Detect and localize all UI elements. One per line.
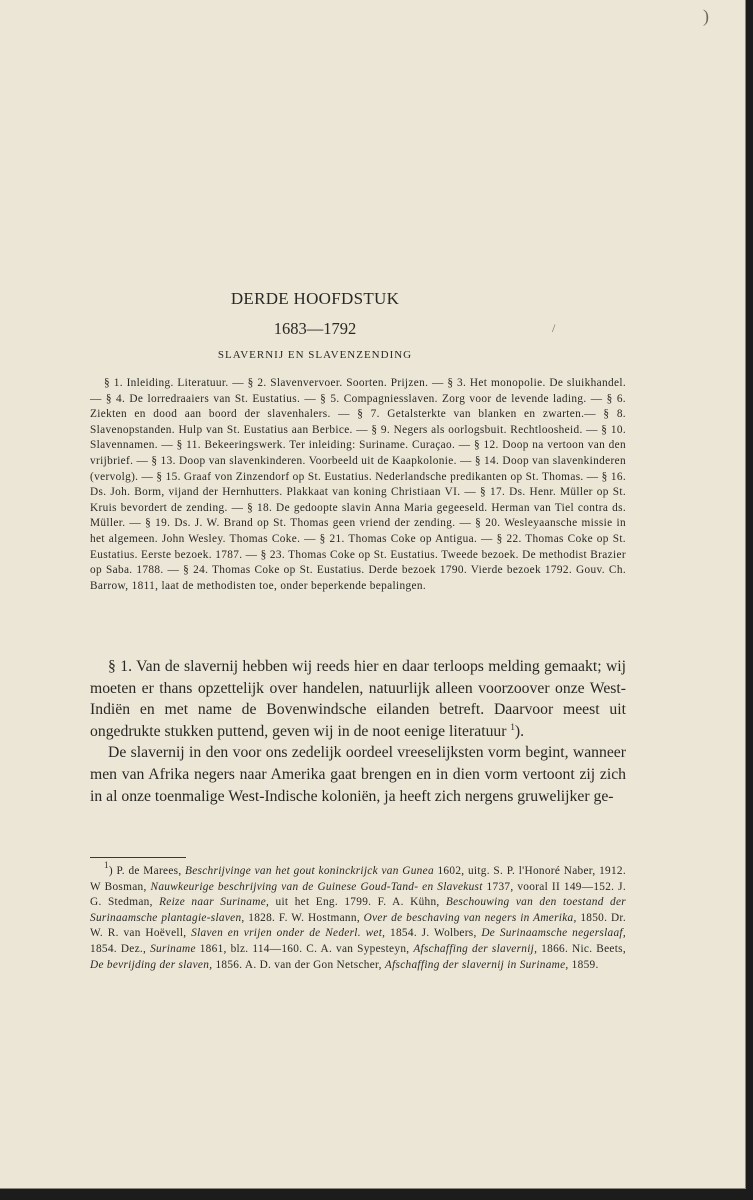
footnote-title: Beschouwing van den toestand der Surinaamsche plantagie-slaven, [90, 896, 626, 924]
chapter-summary: § 1. Inleiding. Literatuur. — § 2. Slavenvervoer. Soorten. Prijzen. — § 3. Het monopolie. De sluikhandel. — § 4. De lorredraaiers van St. Eustatius. — § 5. Compagniesslaven. Zorg voor de levende lading. — § 6. Ziekten en dood aan boord der slavenhalers. — § 7. Getalsterkte van blanken en zwarten.— § 8. Slavenopstanden. Hulp van St. Eustatius aan Berbice. — § 9. Negers als oorlogsbuit. Rechtloosheid. — § 10. Slavennamen. — § 11. Bekeeringswerk. Ter inleiding: Suriname. Curaçao. — § 12. Doop na vertoon van den vrijbrief. — § 13. Doop van slavenkinderen. Voorbeeld uit de Kaapkolonie. — § 14. Doop van slavenkinderen (vervolg). — § 15. Graaf von Zinzendorf op St. Eustatius. Nederlandsche predikanten op St. Thomas. — § 16. Ds. Joh. Borm, vijand der Hernhutters. Plakkaat van koning Christiaan VI. — § 17. Ds. Henr. Müller op St. Kruis bevordert de zending. — § 18. De gedoopte slavin Anna Maria gegeeseld. Herman van Tiel contra ds. Müller. — § 19. Ds. J. W. Brand op St. Thomas geen vriend der zending. — § 20. Wesleyaansche missie in het algemeen. John Wesley. Thomas Coke. — § 21. Thomas Coke op Antigua. — § 22. Thomas Coke op St. Eustatius. Eerste bezoek. 1787. — § 23. Thomas Coke op St. Eustatius. Tweede bezoek. De methodist Brazier op Saba. 1788. — § 24. Thomas Coke op St. Eustatius. Derde bezoek 1790. Vierde bezoek 1792. Gouv. Ch. Barrow, 1811, laat de methodisten toe, onder beperkende bepalingen. [90, 377, 626, 592]
footnote [90, 860, 627, 973]
margin-mark-top: ) [703, 6, 709, 26]
footnote-segment: 1866. Nic. Beets, [537, 942, 626, 955]
footnote-title: Reize naar Suriname, [159, 896, 270, 909]
footnote-marker: 1 [104, 860, 109, 870]
body-paragraph-2: De slavernij in den voor ons zedelijk oordeel vreeselijksten vorm begint, wanneer men van Afrika negers naar Amerika gaat brengen en in dien vorm vertoont zij zich in al onze toenmalige West-Indische koloniën, ja heeft zich nergens gruwelijker ge- [90, 744, 626, 805]
footnote-segment: 1861, blz. 114—160. C. A. van Sypesteyn, [195, 942, 414, 955]
footnote-segment: uit het Eng. 1799. F. A. Kühn, [269, 896, 446, 909]
footnote-segment: 1859. [568, 958, 599, 971]
footnote-rule [90, 857, 186, 858]
footnote-segment: 1602, uitg. S. P. l'Honoré Naber, 1912. W Bosman, [90, 865, 626, 893]
footnote-segment: 1828. F. W. Hostmann, [244, 911, 364, 924]
footnote-text [90, 865, 626, 971]
footnote-segment: 1737, vooral II 149—152. J. G. Stedman, [90, 880, 627, 909]
footnote-title: Afschaffing der slavernij in Suriname, [384, 958, 569, 971]
footnote-segment: 1856. A. D. van der Gon Netscher, [212, 958, 385, 971]
chapter-years: 1683—1792 [273, 319, 357, 338]
footnote-segment: ) P. de Marees, [108, 865, 186, 877]
footnote-title: Beschrijvinge van het gout koninckrijck van Gunea [185, 865, 434, 877]
footnote-segment: 1854. Dez., [90, 942, 151, 955]
body-paragraph-1-text: § 1. Van de slavernij hebben wij reeds hier en daar terloops melding gemaakt; wij moeten er thans opzettelijk over handelen, natuurlijk alleen voorzoover onze West-Indiën en met name de Bovenwindsche eilanden betreft. Daarvoor meest uit ongedrukte stukken puttend, geven wij in de noot eenige literatuur [90, 658, 626, 740]
body-paragraph-1 [90, 656, 626, 742]
footnote-title: De Surinaamsche negerslaaf, [481, 927, 626, 940]
chapter-subtitle: SLAVERNIJ EN SLAVENZENDING [217, 349, 413, 361]
footnote-title: Afschaffing der slavernij, [413, 942, 538, 955]
footnote-segment: 1854. J. Wolbers, [385, 927, 482, 940]
body-paragraph-1-end: ). [514, 722, 525, 740]
footnote-title: Over de beschaving van negers in Amerika, [363, 911, 577, 924]
footnote-reference: 1 [510, 721, 515, 732]
body-text [90, 656, 626, 807]
footnote-title: Nauwkeurige beschrijving van de Guinese Goud-Tand- en Slavekust [150, 880, 483, 893]
chapter-title: DERDE HOOFDSTUK [230, 289, 400, 308]
margin-mark-mid: / [552, 321, 556, 335]
footnote-segment: 1850. Dr. W. R. van Hoëvell, [90, 911, 626, 940]
footnote-title: Suriname [150, 942, 196, 955]
footnote-title: De bevrijding der slaven, [90, 958, 213, 971]
footnote-title: Slaven en vrijen onder de Nederl. wet, [191, 927, 386, 940]
